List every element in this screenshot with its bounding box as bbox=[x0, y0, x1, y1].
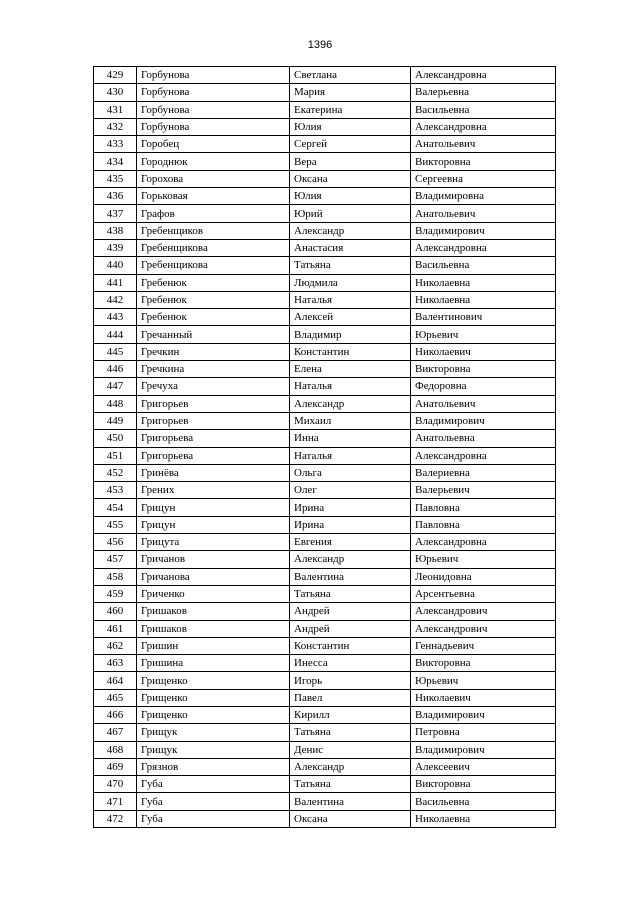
row-number-cell: 467 bbox=[94, 724, 137, 741]
first-name-cell: Анастасия bbox=[290, 239, 411, 256]
last-name-cell: Гребенщикова bbox=[137, 239, 290, 256]
patronymic-cell: Викторовна bbox=[411, 153, 556, 170]
row-number-cell: 438 bbox=[94, 222, 137, 239]
last-name-cell: Грицун bbox=[137, 499, 290, 516]
table-row bbox=[94, 430, 556, 447]
last-name-cell: Грищенко bbox=[137, 672, 290, 689]
last-name-cell: Губа bbox=[137, 776, 290, 793]
row-number-cell: 445 bbox=[94, 343, 137, 360]
first-name-cell: Елена bbox=[290, 361, 411, 378]
last-name-cell: Гришин bbox=[137, 637, 290, 654]
row-number-cell: 459 bbox=[94, 585, 137, 602]
table-row bbox=[94, 706, 556, 723]
table-row bbox=[94, 153, 556, 170]
first-name-cell: Павел bbox=[290, 689, 411, 706]
row-number-cell: 468 bbox=[94, 741, 137, 758]
table-row bbox=[94, 170, 556, 187]
first-name-cell: Валентина bbox=[290, 793, 411, 810]
first-name-cell: Кирилл bbox=[290, 706, 411, 723]
last-name-cell: Григорьев bbox=[137, 412, 290, 429]
last-name-cell: Графов bbox=[137, 205, 290, 222]
patronymic-cell: Александрович bbox=[411, 620, 556, 637]
table-row bbox=[94, 603, 556, 620]
row-number-cell: 447 bbox=[94, 378, 137, 395]
row-number-cell: 441 bbox=[94, 274, 137, 291]
patronymic-cell: Юрьевич bbox=[411, 551, 556, 568]
last-name-cell: Грищук bbox=[137, 724, 290, 741]
table-row bbox=[94, 274, 556, 291]
patronymic-cell: Николаевич bbox=[411, 689, 556, 706]
first-name-cell: Игорь bbox=[290, 672, 411, 689]
last-name-cell: Гречуха bbox=[137, 378, 290, 395]
patronymic-cell: Анатольевич bbox=[411, 205, 556, 222]
names-table bbox=[93, 66, 556, 828]
row-number-cell: 449 bbox=[94, 412, 137, 429]
table-row bbox=[94, 741, 556, 758]
row-number-cell: 436 bbox=[94, 188, 137, 205]
first-name-cell: Валентина bbox=[290, 568, 411, 585]
last-name-cell: Григорьева bbox=[137, 430, 290, 447]
table-row bbox=[94, 205, 556, 222]
last-name-cell: Горохова bbox=[137, 170, 290, 187]
first-name-cell: Инна bbox=[290, 430, 411, 447]
row-number-cell: 466 bbox=[94, 706, 137, 723]
first-name-cell: Мария bbox=[290, 84, 411, 101]
row-number-cell: 451 bbox=[94, 447, 137, 464]
last-name-cell: Гричанова bbox=[137, 568, 290, 585]
first-name-cell: Константин bbox=[290, 343, 411, 360]
last-name-cell: Гринёва bbox=[137, 464, 290, 481]
patronymic-cell: Леонидовна bbox=[411, 568, 556, 585]
row-number-cell: 432 bbox=[94, 118, 137, 135]
row-number-cell: 444 bbox=[94, 326, 137, 343]
row-number-cell: 457 bbox=[94, 551, 137, 568]
patronymic-cell: Николаевна bbox=[411, 291, 556, 308]
patronymic-cell: Владимировна bbox=[411, 188, 556, 205]
table-row bbox=[94, 464, 556, 481]
first-name-cell: Евгения bbox=[290, 534, 411, 551]
row-number-cell: 455 bbox=[94, 516, 137, 533]
row-number-cell: 470 bbox=[94, 776, 137, 793]
first-name-cell: Татьяна bbox=[290, 585, 411, 602]
last-name-cell: Григорьев bbox=[137, 395, 290, 412]
patronymic-cell: Владимирович bbox=[411, 222, 556, 239]
patronymic-cell: Валериевна bbox=[411, 464, 556, 481]
patronymic-cell: Васильевна bbox=[411, 257, 556, 274]
row-number-cell: 430 bbox=[94, 84, 137, 101]
last-name-cell: Горбунова bbox=[137, 101, 290, 118]
row-number-cell: 465 bbox=[94, 689, 137, 706]
patronymic-cell: Анатольевна bbox=[411, 430, 556, 447]
first-name-cell: Андрей bbox=[290, 620, 411, 637]
last-name-cell: Грених bbox=[137, 482, 290, 499]
patronymic-cell: Васильевна bbox=[411, 793, 556, 810]
row-number-cell: 446 bbox=[94, 361, 137, 378]
last-name-cell: Губа bbox=[137, 810, 290, 827]
row-number-cell: 458 bbox=[94, 568, 137, 585]
patronymic-cell: Анатольевич bbox=[411, 395, 556, 412]
table-row bbox=[94, 309, 556, 326]
table-row bbox=[94, 257, 556, 274]
table-row bbox=[94, 291, 556, 308]
row-number-cell: 452 bbox=[94, 464, 137, 481]
patronymic-cell: Федоровна bbox=[411, 378, 556, 395]
last-name-cell: Гришаков bbox=[137, 603, 290, 620]
row-number-cell: 462 bbox=[94, 637, 137, 654]
table-row bbox=[94, 67, 556, 84]
row-number-cell: 439 bbox=[94, 239, 137, 256]
first-name-cell: Александр bbox=[290, 551, 411, 568]
page-number: 1396 bbox=[307, 39, 333, 51]
table-row bbox=[94, 239, 556, 256]
last-name-cell: Грязнов bbox=[137, 758, 290, 775]
first-name-cell: Алексей bbox=[290, 309, 411, 326]
first-name-cell: Юрий bbox=[290, 205, 411, 222]
first-name-cell: Олег bbox=[290, 482, 411, 499]
table-row bbox=[94, 793, 556, 810]
patronymic-cell: Николаевна bbox=[411, 274, 556, 291]
first-name-cell: Денис bbox=[290, 741, 411, 758]
last-name-cell: Грищук bbox=[137, 741, 290, 758]
row-number-cell: 448 bbox=[94, 395, 137, 412]
first-name-cell: Андрей bbox=[290, 603, 411, 620]
table-row bbox=[94, 118, 556, 135]
first-name-cell: Оксана bbox=[290, 170, 411, 187]
patronymic-cell: Николаевич bbox=[411, 343, 556, 360]
patronymic-cell: Юрьевич bbox=[411, 672, 556, 689]
last-name-cell: Гречанный bbox=[137, 326, 290, 343]
table-row bbox=[94, 361, 556, 378]
patronymic-cell: Павловна bbox=[411, 499, 556, 516]
row-number-cell: 440 bbox=[94, 257, 137, 274]
row-number-cell: 437 bbox=[94, 205, 137, 222]
patronymic-cell: Васильевна bbox=[411, 101, 556, 118]
table-row bbox=[94, 585, 556, 602]
row-number-cell: 442 bbox=[94, 291, 137, 308]
first-name-cell: Юлия bbox=[290, 188, 411, 205]
table-row bbox=[94, 689, 556, 706]
first-name-cell: Татьяна bbox=[290, 724, 411, 741]
table-row bbox=[94, 343, 556, 360]
last-name-cell: Губа bbox=[137, 793, 290, 810]
last-name-cell: Гребенщиков bbox=[137, 222, 290, 239]
row-number-cell: 472 bbox=[94, 810, 137, 827]
row-number-cell: 469 bbox=[94, 758, 137, 775]
last-name-cell: Гребенюк bbox=[137, 291, 290, 308]
names-table-body bbox=[94, 67, 556, 828]
row-number-cell: 460 bbox=[94, 603, 137, 620]
table-row bbox=[94, 499, 556, 516]
row-number-cell: 450 bbox=[94, 430, 137, 447]
table-row bbox=[94, 412, 556, 429]
first-name-cell: Светлана bbox=[290, 67, 411, 84]
patronymic-cell: Александровна bbox=[411, 239, 556, 256]
table-row bbox=[94, 395, 556, 412]
table-row bbox=[94, 516, 556, 533]
first-name-cell: Наталья bbox=[290, 291, 411, 308]
first-name-cell: Вера bbox=[290, 153, 411, 170]
table-row bbox=[94, 672, 556, 689]
row-number-cell: 456 bbox=[94, 534, 137, 551]
row-number-cell: 463 bbox=[94, 655, 137, 672]
last-name-cell: Городнюк bbox=[137, 153, 290, 170]
last-name-cell: Грищенко bbox=[137, 689, 290, 706]
patronymic-cell: Викторовна bbox=[411, 776, 556, 793]
row-number-cell: 431 bbox=[94, 101, 137, 118]
table-row bbox=[94, 620, 556, 637]
patronymic-cell: Александровна bbox=[411, 67, 556, 84]
patronymic-cell: Николаевна bbox=[411, 810, 556, 827]
table-row bbox=[94, 482, 556, 499]
last-name-cell: Грищенко bbox=[137, 706, 290, 723]
first-name-cell: Наталья bbox=[290, 378, 411, 395]
patronymic-cell: Александровна bbox=[411, 447, 556, 464]
last-name-cell: Гришаков bbox=[137, 620, 290, 637]
table-row bbox=[94, 326, 556, 343]
first-name-cell: Юлия bbox=[290, 118, 411, 135]
table-row bbox=[94, 378, 556, 395]
first-name-cell: Ольга bbox=[290, 464, 411, 481]
first-name-cell: Людмила bbox=[290, 274, 411, 291]
first-name-cell: Наталья bbox=[290, 447, 411, 464]
first-name-cell: Александр bbox=[290, 222, 411, 239]
last-name-cell: Грицута bbox=[137, 534, 290, 551]
table-row bbox=[94, 568, 556, 585]
first-name-cell: Татьяна bbox=[290, 257, 411, 274]
last-name-cell: Гриченко bbox=[137, 585, 290, 602]
last-name-cell: Гребенюк bbox=[137, 309, 290, 326]
patronymic-cell: Викторовна bbox=[411, 655, 556, 672]
row-number-cell: 435 bbox=[94, 170, 137, 187]
patronymic-cell: Павловна bbox=[411, 516, 556, 533]
last-name-cell: Гришина bbox=[137, 655, 290, 672]
patronymic-cell: Александровна bbox=[411, 534, 556, 551]
patronymic-cell: Владимирович bbox=[411, 412, 556, 429]
last-name-cell: Горбунова bbox=[137, 118, 290, 135]
first-name-cell: Сергей bbox=[290, 136, 411, 153]
table-row bbox=[94, 655, 556, 672]
first-name-cell: Александр bbox=[290, 395, 411, 412]
patronymic-cell: Александрович bbox=[411, 603, 556, 620]
first-name-cell: Оксана bbox=[290, 810, 411, 827]
first-name-cell: Владимир bbox=[290, 326, 411, 343]
row-number-cell: 434 bbox=[94, 153, 137, 170]
patronymic-cell: Валерьевич bbox=[411, 482, 556, 499]
patronymic-cell: Викторовна bbox=[411, 361, 556, 378]
first-name-cell: Константин bbox=[290, 637, 411, 654]
last-name-cell: Грицун bbox=[137, 516, 290, 533]
last-name-cell: Гречкин bbox=[137, 343, 290, 360]
last-name-cell: Гребенщикова bbox=[137, 257, 290, 274]
table-row bbox=[94, 637, 556, 654]
last-name-cell: Гричанов bbox=[137, 551, 290, 568]
table-row bbox=[94, 776, 556, 793]
patronymic-cell: Юрьевич bbox=[411, 326, 556, 343]
patronymic-cell: Сергеевна bbox=[411, 170, 556, 187]
patronymic-cell: Валентинович bbox=[411, 309, 556, 326]
table-row bbox=[94, 136, 556, 153]
first-name-cell: Инесса bbox=[290, 655, 411, 672]
row-number-cell: 454 bbox=[94, 499, 137, 516]
row-number-cell: 464 bbox=[94, 672, 137, 689]
patronymic-cell: Валерьевна bbox=[411, 84, 556, 101]
table-row bbox=[94, 758, 556, 775]
patronymic-cell: Петровна bbox=[411, 724, 556, 741]
first-name-cell: Татьяна bbox=[290, 776, 411, 793]
row-number-cell: 461 bbox=[94, 620, 137, 637]
table-row bbox=[94, 447, 556, 464]
first-name-cell: Екатерина bbox=[290, 101, 411, 118]
table-row bbox=[94, 810, 556, 827]
last-name-cell: Горьковая bbox=[137, 188, 290, 205]
patronymic-cell: Владимирович bbox=[411, 741, 556, 758]
last-name-cell: Горбунова bbox=[137, 67, 290, 84]
row-number-cell: 471 bbox=[94, 793, 137, 810]
row-number-cell: 453 bbox=[94, 482, 137, 499]
patronymic-cell: Арсентьевна bbox=[411, 585, 556, 602]
first-name-cell: Ирина bbox=[290, 499, 411, 516]
table-row bbox=[94, 534, 556, 551]
last-name-cell: Григорьева bbox=[137, 447, 290, 464]
patronymic-cell: Владимирович bbox=[411, 706, 556, 723]
first-name-cell: Михаил bbox=[290, 412, 411, 429]
table-row bbox=[94, 222, 556, 239]
first-name-cell: Ирина bbox=[290, 516, 411, 533]
patronymic-cell: Александровна bbox=[411, 118, 556, 135]
patronymic-cell: Алексеевич bbox=[411, 758, 556, 775]
first-name-cell: Александр bbox=[290, 758, 411, 775]
table-row bbox=[94, 724, 556, 741]
table-row bbox=[94, 101, 556, 118]
table-row bbox=[94, 84, 556, 101]
last-name-cell: Горбунова bbox=[137, 84, 290, 101]
table-row bbox=[94, 551, 556, 568]
patronymic-cell: Анатольевич bbox=[411, 136, 556, 153]
row-number-cell: 429 bbox=[94, 67, 137, 84]
patronymic-cell: Геннадьевич bbox=[411, 637, 556, 654]
row-number-cell: 443 bbox=[94, 309, 137, 326]
table-row bbox=[94, 188, 556, 205]
last-name-cell: Горобец bbox=[137, 136, 290, 153]
last-name-cell: Гребенюк bbox=[137, 274, 290, 291]
last-name-cell: Гречкина bbox=[137, 361, 290, 378]
row-number-cell: 433 bbox=[94, 136, 137, 153]
